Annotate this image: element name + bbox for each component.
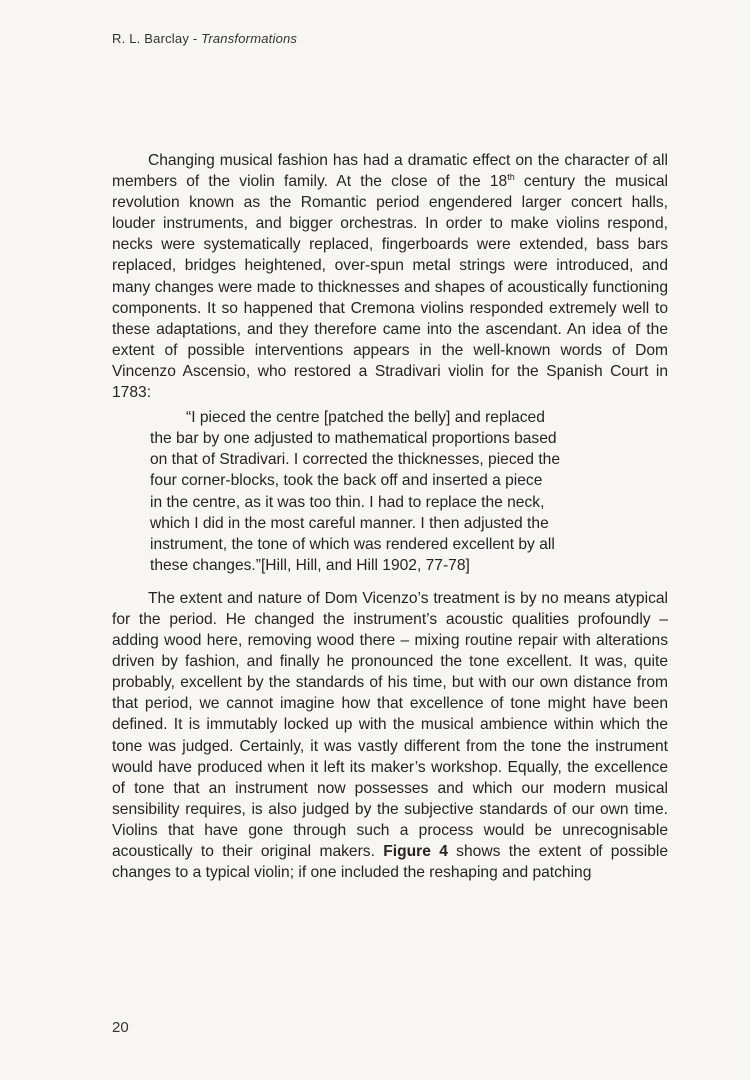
paragraph-1-text-a: Changing musical fashion has had a dramatic effect on the character of all members of the violin family. At the close of the 18	[112, 152, 668, 191]
quote-line: on that of Stradivari. I corrected the thicknesses, pieced the	[150, 451, 560, 469]
paragraph-1-text-b: century the musical revolution known as the Romantic period engendered larger concert halls, louder instruments, and bigger orchestras. In order to make violins respond, necks were systematically replaced, fingerboards were extended, bass bars replaced, bridges heightened, over-spun metal strings were introduced, and many changes were made to thicknesses and shapes of acoustically functioning components. It so happened that Cremona violins responded extremely well to these adaptations, and they therefore came into the ascendant. An idea of the extent of possible interventions appears in the well-known words of Dom Vincenzo Ascensio, who restored a Stradivari violin for the Spanish Court in 1783:	[112, 173, 669, 402]
ordinal-superscript: th	[507, 171, 515, 182]
quote-line: the bar by one adjusted to mathematical proportions based	[150, 430, 557, 448]
quote-line: “I pieced the centre [patched the belly] and replaced	[186, 409, 545, 427]
quote-line: four corner-blocks, took the back off and inserted a piece	[150, 472, 543, 490]
body-text	[112, 150, 668, 883]
page-number: 20	[112, 1019, 129, 1036]
paragraph-1	[112, 150, 668, 403]
header-title: Transformations	[201, 31, 298, 46]
paragraph-2-text-b: shows the extent of possible changes to a typical violin; if one included the reshaping and patching	[112, 843, 668, 882]
quote-line: which I did in the most careful manner. I then adjusted the	[150, 514, 549, 532]
running-header	[112, 31, 297, 46]
quote-line-citation: these changes.”[Hill, Hill, and Hill 1902, 77-78]	[150, 556, 470, 574]
paragraph-2	[112, 588, 668, 883]
quote-line: instrument, the tone of which was rendered excellent by all	[150, 535, 555, 553]
header-author: R. L. Barclay -	[112, 31, 202, 46]
block-quote	[150, 407, 622, 576]
figure-reference: Figure 4	[383, 843, 448, 860]
quote-line: in the centre, as it was too thin. I had to replace the neck,	[150, 493, 545, 511]
paragraph-2-text-a: The extent and nature of Dom Vicenzo’s treatment is by no means atypical for the period. He changed the instrument’s acoustic qualities profoundly – adding wood here, removing wood there – mixing routine repair with alterations driven by fashion, and finally he pronounced the tone excellent. It was, quite probably, excellent by the standards of his time, but with our own distance from that period, we cannot imagine how that excellence of tone might have been defined. It is immutably locked up with the musical ambience within which the tone was judged. Certainly, it was vastly different from the tone the instrument would have produced when it left its maker’s workshop. Equally, the excellence of tone that an instrument now possesses and which our modern musical sensibility requires, is also judged by the subjective standards of our own time. Violins that have gone through such a process would be unrecognisable acoustically to their original makers.	[112, 589, 668, 860]
